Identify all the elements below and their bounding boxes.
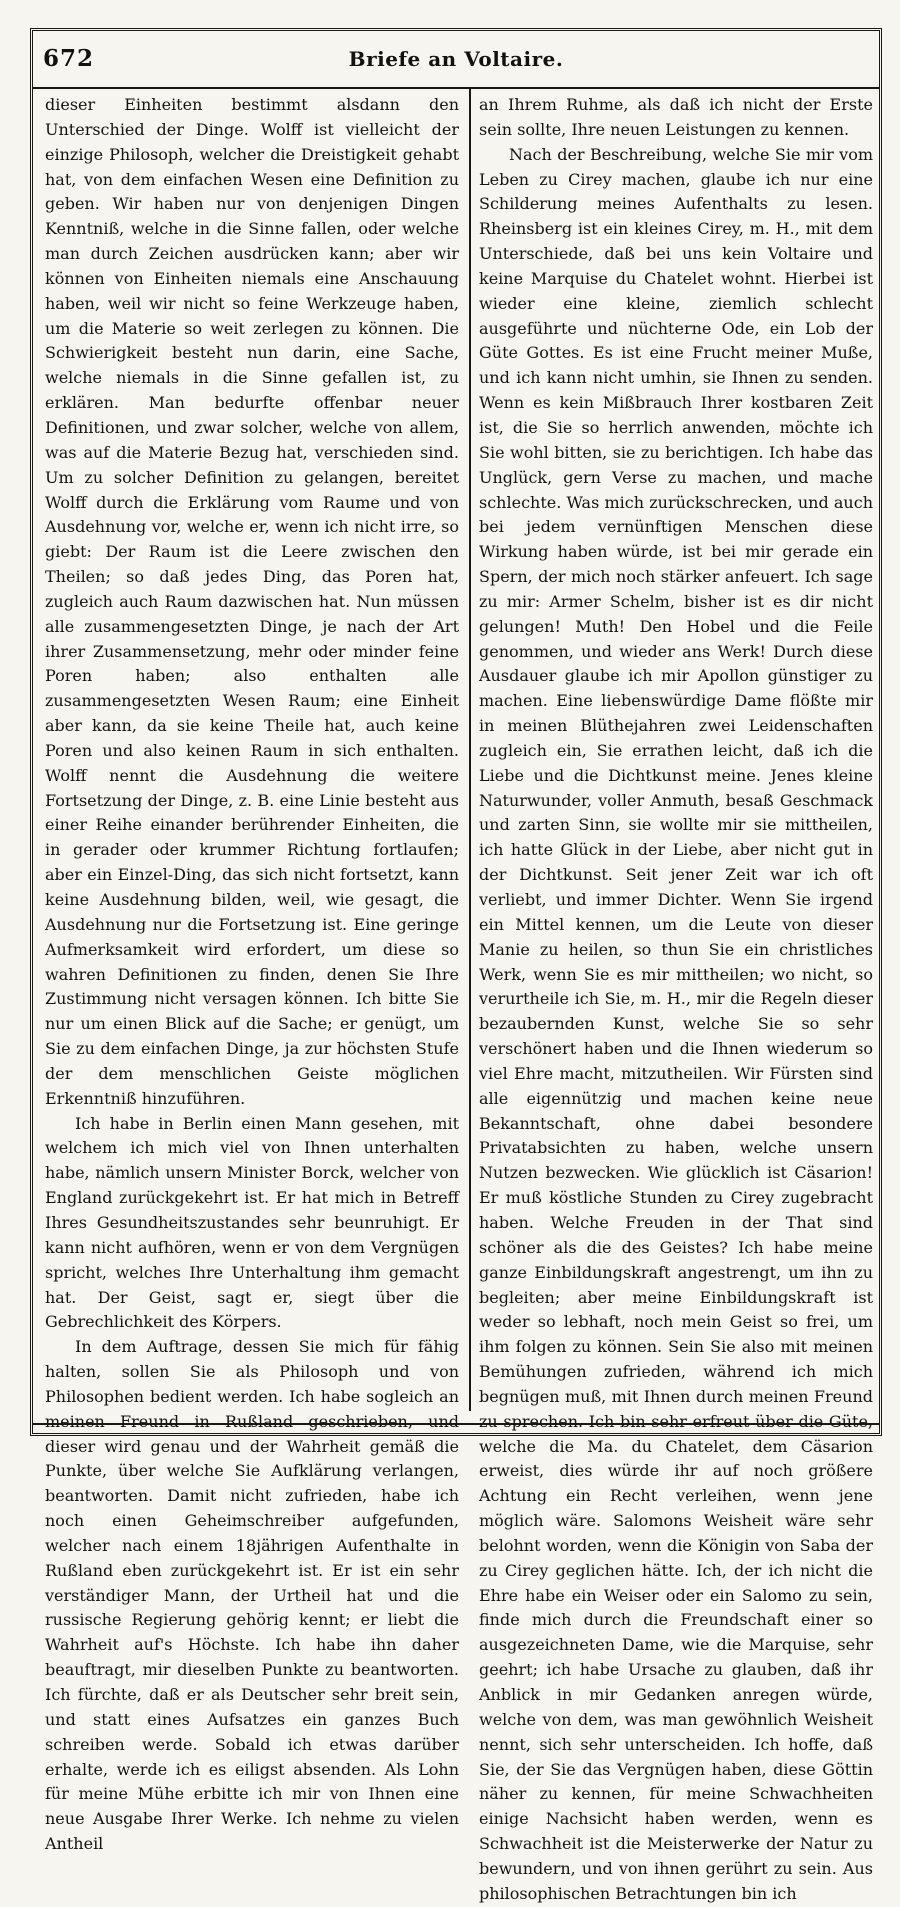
running-title: Briefe an Voltaire.	[348, 47, 564, 71]
left-column	[45, 93, 459, 1854]
paragraph: In dem Auftrage, dessen Sie mich für fähig halten, sollen Sie als Philosoph und von Philosophen bedient werden. Ich habe sogleich an meinen Freund in Rußland geschrieben, und dieser wird genau und der Wahrheit gemäß die Punkte, über welche Sie Aufklärung verlangen, beantworten. Damit nicht zufrieden, habe ich noch einen Geheimschreiber aufgefunden, welcher nach einem 18jährigen Aufenthalte in Rußland eben zurückgekehrt ist. Er ist ein sehr verständiger Mann, der Urtheil hat und die russische Regierung gehörig kennt; er liebt die Wahrheit auf's Höchste. Ich habe ihn daher beauftragt, mir dieselben Punkte zu beantworten. Ich fürchte, daß er als Deutscher sehr breit sein, und statt eines Aufsatzes ein ganzes Buch schreiben werde. Sobald ich etwas darüber erhalte, werde ich es eiligst absenden. Als Lohn für meine Mühe erbitte ich mir von Ihnen eine neue Ausgabe Ihrer Werke. Ich nehme zu vielen Antheil	[45, 1337, 459, 1854]
paragraph: an Ihrem Ruhme, als daß ich nicht der Erste sein sollte, Ihre neuen Leistungen zu kennen.	[479, 95, 873, 139]
page-frame	[30, 28, 882, 1903]
page-header	[33, 31, 879, 89]
text-columns	[33, 89, 879, 1903]
footer-rule	[33, 1423, 879, 1425]
paragraph: dieser Einheiten bestimmt alsdann den Unterschied der Dinge. Wolff ist vielleicht der einzige Philosoph, welcher die Dreistigkeit gehabt hat, von dem einfachen Wesen eine Definition zu geben. Wir haben nur von denjenigen Dingen Kenntniß, welche in die Sinne fallen, oder welche man durch Zeichen ausdrücken kann; aber wir können von Einheiten niemals eine Anschauung haben, weil wir nicht so feine Werkzeuge haben, um die Materie so weit zerlegen zu können. Die Schwierigkeit besteht nun darin, eine Sache, welche niemals in die Sinne gefallen ist, zu erklären. Man bedurfte offenbar neuer Definitionen, und zwar solcher, welche von allem, was auf die Materie Bezug hat, verschieden sind. Um zu solcher Definition zu gelangen, bereitet Wolff durch die Erklärung vom Raume und von Ausdehnung vor, welche er, wenn ich nicht irre, so giebt: Der Raum ist die Leere zwischen den Theilen; so daß jedes Ding, das Poren hat, zugleich auch Raum dazwischen hat. Nun müssen alle zusammengesetzten Dinge, je nach der Art ihrer Zusammensetzung, mehr oder minder feine Poren haben; also enthalten alle zusammengesetzten Wesen Raum; eine Einheit aber kann, da sie keine Theile hat, auch keine Poren und also keinen Raum in sich enthalten. Wolff nennt die Ausdehnung die weitere Fortsetzung der Dinge, z. B. eine Linie besteht aus einer Reihe einander berührender Einheiten, die in gerader oder krummer Richtung fortlaufen; aber ein Einzel-Ding, das sich nicht fortsetzt, kann keine Ausdehnung bilden, weil, wie gesagt, die Ausdehnung nur die Fortsetzung ist. Eine geringe Aufmerksamkeit wird erfordert, um diese so wahren Definitionen zu finden, denen Sie Ihre Zustimmung nicht versagen können. Ich bitte Sie nur um einen Blick auf die Sache; er genügt, um Sie zu dem einfachen Dinge, ja zur höchsten Stufe der dem menschlichen Geiste möglichen Erkenntniß hinzuführen.	[45, 95, 459, 1108]
paragraph: Nach der Beschreibung, welche Sie mir vom Leben zu Cirey machen, glaube ich nur eine Schilderung meines Aufenthalts zu lesen. Rheinsberg ist ein kleines Cirey, m. H., mit dem Unterschiede, daß bei uns kein Voltaire und keine Marquise du Chatelet wohnt. Hierbei ist wieder eine kleine, ziemlich schlecht ausgeführte und nüchterne Ode, ein Lob der Güte Gottes. Es ist eine Frucht meiner Muße, und ich kann nicht umhin, sie Ihnen zu senden. Wenn es kein Mißbrauch Ihrer kostbaren Zeit ist, die Sie so herrlich anwenden, möchte ich Sie wohl bitten, sie zu berichtigen. Ich habe das Unglück, gern Verse zu machen, und mache schlechte. Was mich zurückschrecken, und auch bei jedem vernünftigen Menschen diese Wirkung haben würde, ist bei mir gerade ein Spern, der mich noch stärker anfeuert. Ich sage zu mir: Armer Schelm, bisher ist es dir nicht gelungen! Muth! Den Hobel und die Feile genommen, und wieder ans Werk! Durch diese Ausdauer glaube ich mir Apollon günstiger zu machen. Eine liebenswürdige Dame flößte mir in meinen Blüthejahren zwei Leidenschaften zugleich ein, Sie errathen leicht, daß ich die Liebe und die Dichtkunst meine. Jenes kleine Naturwunder, voller Anmuth, besaß Geschmack und zarten Sinn, sie wollte mir sie mittheilen, ich hatte Glück in der Liebe, aber nicht gut in der Dichtkunst. Seit jener Zeit war ich oft verliebt, und immer Dichter. Wenn Sie irgend ein Mittel kennen, um die Leute von dieser Manie zu heilen, so thun Sie ein christliches Werk, wenn Sie es mir mittheilen; wo nicht, so verurtheile ich Sie, m. H., mir die Regeln dieser bezaubernden Kunst, welche Sie so sehr verschönert haben und die Ihnen wiederum so viel Ehre macht, mitzutheilen. Wir Fürsten sind alle eigennützig und machen keine neue Bekanntschaft, ohne dabei besondere Privatabsichten zu haben, welche unsern Nutzen bezwecken. Wie glücklich ist Cäsarion! Er muß köstliche Stunden zu Cirey zugebracht haben. Welche Freuden in der That sind schöner als die des Geistes? Ich habe meine ganze Einbildungskraft angestrengt, um ihn zu begleiten; aber meine Einbildungskraft ist weder so lebhaft, noch mein Geist so frei, um ihm folgen zu können. Sein Sie also mit meinen Bemühungen zufrieden, während ich mich begnügen muß, mit Ihnen durch meinen Freund zu sprechen. Ich bin sehr erfreut über die Güte, welche die Ma. du Chatelet, dem Cäsarion erweist, dies würde ihr auf noch größere Achtung ein Recht verleihen, wenn jene möglich wäre. Salomons Weisheit wäre sehr belohnt worden, wenn die Königin von Saba der zu Cirey geglichen hätte. Ich, der ich nicht die Ehre habe ein Weiser oder ein Salomo zu sein, finde mich durch die Freundschaft einer so ausgezeichneten Dame, wie die Marquise, sehr geehrt; ich habe Ursache zu glauben, daß ihr Anblick in mir Gedanken anregen würde, welche von dem, was man gewöhnlich Weisheit nennt, sich sehr unterscheiden. Ich hoffe, daß Sie, der Sie das Vergnügen haben, diese Göttin näher zu kennen, für meine Schwachheiten einige Nachsicht haben werden, wenn es Schwachheit ist die Meisterwerke der Natur zu bewundern, und von ihnen gerührt zu sein. Aus philosophischen Betrachtungen bin ich	[479, 144, 873, 1903]
paragraph: Ich habe in Berlin einen Mann gesehen, mit welchem ich mich viel von Ihnen unterhalten habe, nämlich unsern Minister Borck, welcher von England zurückgekehrt ist. Er hat mich in Betreff Ihres Gesundheitszustandes sehr beunruhigt. Er kann nicht aufhören, wenn er von dem Vergnügen spricht, welches Ihre Unterhaltung ihm gemacht hat. Der Geist, sagt er, siegt über die Gebrechlichkeit des Körpers.	[45, 1113, 459, 1332]
right-column	[479, 93, 873, 1903]
page-number: 672	[43, 45, 95, 72]
column-divider	[469, 89, 471, 1411]
